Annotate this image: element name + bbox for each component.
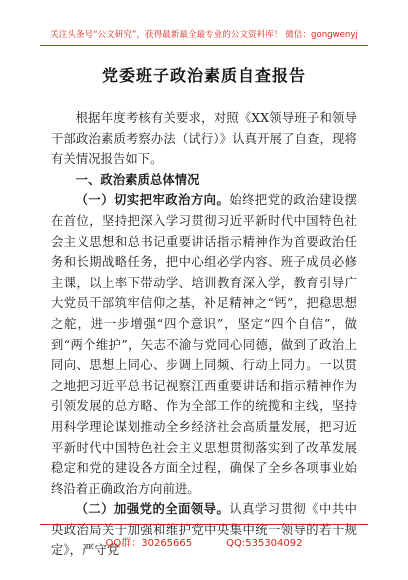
footer [0,534,408,549]
intro-paragraph: 根据年度考核有关要求，对照《XX领导班子和领导干部政治素质考察办法（试行）》认真开展了自查，现将有关情况报告如下。 [51,111,357,167]
subsection-text-2: 认真学习贯彻《中共中央政治局关于加强和维护党中央集中统一领导的若干规定》，严守党 [51,502,357,558]
footer-divider [40,524,368,525]
footer-qq-group: QQ群：30265665 [105,538,193,549]
document-body [51,108,357,561]
footer-qq-contact: QQ:535304092 [226,538,303,549]
header-divider [40,45,368,46]
section-heading: 一、政治素质总体情况 [75,172,200,187]
header-notice: 关注头条号“公文研究”，获得最新最全最专业的公文资料库！ 微信：gongwenyj [50,30,358,40]
subsection-heading-1: （一）切实把牢政治方向。 [75,192,230,208]
subsection-paragraph-1 [51,190,357,499]
subsection-paragraph-2 [51,499,357,561]
subsection-text-1: 始终把党的政治建设摆在首位，坚持把深入学习贯彻习近平新时代中国特色社会主义思想和总书记重要讲话指示精神作为首要政治任务和长期战略任务，把中心组必学内容、班子成员必修主课，以上率下带动学、培训教育深入学，教育引导广大党员干部筑牢信仰之基，补足精神之“钙”，把稳思想之舵，进一步增强“四个意识”，坚定“四个自信”，做到“两个维护”，矢志不渝与党同心同德，做到了政治上同向、思想上同心、步调上同频、行动上同力。一以贯之地把习近平总书记视察江西重要讲话和指示精神作为引领发展的总方略、作为全部工作的统揽和主线，坚持用科学理论谋划推动全乡经济社会高质量发展，把习近平新时代中国特色社会主义思想贯彻落实到了改革发展稳定和党的建设各方面全过程，确保了全乡各项事业始终沿着正确政治方向前进。 [51,193,357,496]
subsection-heading-2: （二）加强党的全面领导。 [75,501,230,517]
document-title: 党委班子政治素质自查报告 [101,66,306,85]
